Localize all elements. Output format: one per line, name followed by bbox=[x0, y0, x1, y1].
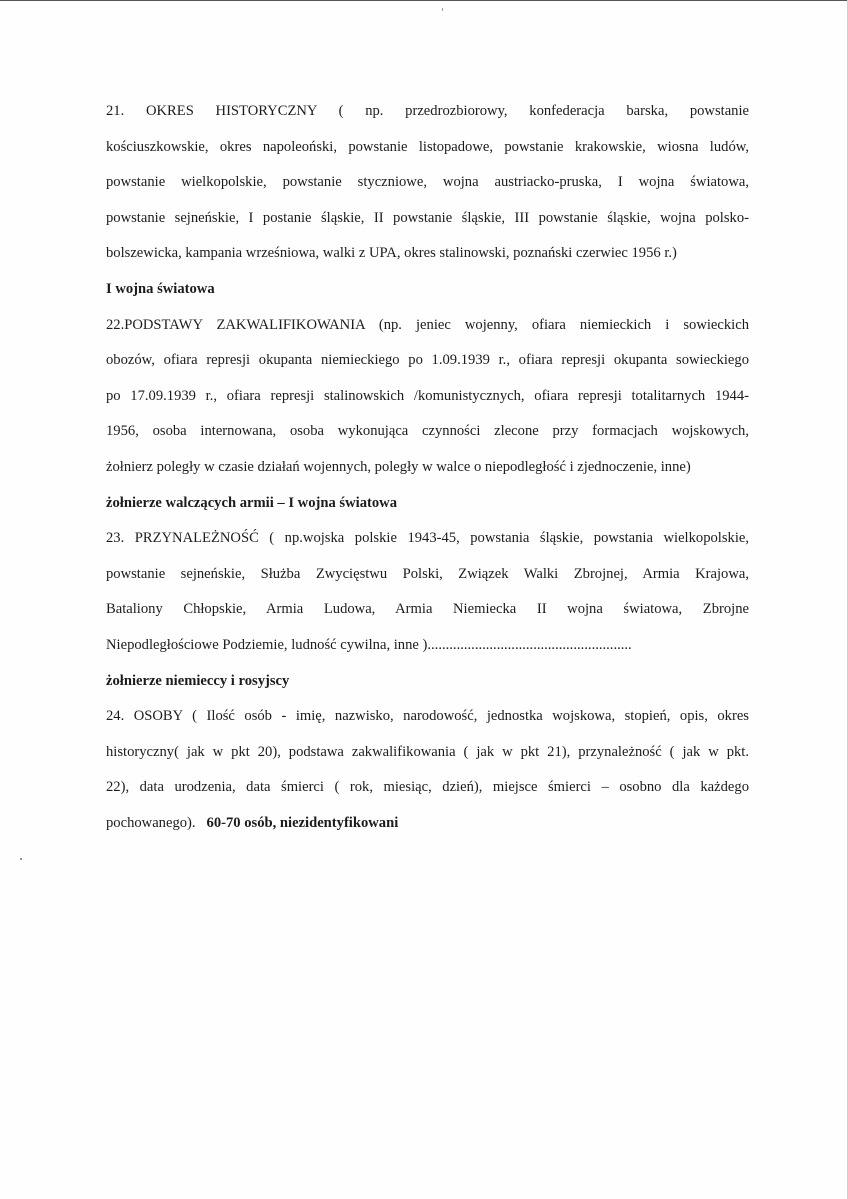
q22-line-1: 22.PODSTAWY ZAKWALIFIKOWANIA (np. jeniec wojenny, ofiara niemieckich i sowieckich bbox=[106, 316, 749, 333]
q23-line-3: Bataliony Chłopskie, Armia Ludowa, Armia Niemiecka II wojna światowa, Zbrojne bbox=[106, 601, 749, 618]
q22-line-2: obozów, ofiara represji okupanta niemieckiego po 1.09.1939 r., ofiara represji okupanta sowieckiego bbox=[106, 352, 749, 369]
q21-answer: I wojna światowa bbox=[106, 280, 215, 297]
q24-line-3: 22), data urodzenia, data śmierci ( rok, miesiąc, dzień), miejsce śmierci – osobno dla każdego bbox=[106, 779, 749, 796]
section-historical-period bbox=[106, 94, 749, 308]
q21-line-2: kościuszkowskie, okres napoleoński, powstanie listopadowe, powstanie krakowskie, wiosna ludów, bbox=[106, 138, 749, 155]
q23-line-2: powstanie sejneńskie, Służba Zwycięstwu Polski, Związek Walki Zbrojnej, Armia Krajowa, bbox=[106, 565, 749, 582]
q22-line-4: 1956, osoba internowana, osoba wykonująca czynności zlecone przy formacjach wojskowych, bbox=[106, 423, 749, 440]
q21-line-1: 21. OKRES HISTORYCZNY ( np. przedrozbiorowy, konfederacja barska, powstanie bbox=[106, 103, 749, 119]
q21-line-3: powstanie wielkopolskie, powstanie styczniowe, wojna austriacko-pruska, I wojna światowa, bbox=[106, 174, 749, 191]
section-affiliation bbox=[106, 521, 749, 699]
scan-speck bbox=[442, 8, 443, 11]
q24-answer: 60-70 osób, niezidentyfikowani bbox=[206, 814, 399, 831]
q22-line-5: żołnierz poległy w czasie działań wojennych, poległy w walce o niepodległość i zjednoczenie, inne) bbox=[106, 458, 691, 475]
q24-line-4 bbox=[106, 806, 749, 842]
q24-line-4-prefix: pochowanego). bbox=[106, 814, 196, 831]
section-persons bbox=[106, 699, 749, 841]
section-qualification-basis bbox=[106, 308, 749, 522]
q22-answer: żołnierze walczących armii – I wojna światowa bbox=[106, 494, 397, 511]
q23-answer: żołnierze niemieccy i rosyjscy bbox=[106, 672, 290, 689]
q22-line-3: po 17.09.1939 r., ofiara represji stalinowskich /komunistycznych, ofiara represji totalitarnych 1944- bbox=[106, 387, 749, 404]
q21-line-4: powstanie sejneńskie, I postanie śląskie, II powstanie śląskie, III powstanie śląskie, wojna polsko- bbox=[106, 209, 749, 226]
q21-line-5: bolszewicka, kampania wrześniowa, walki z UPA, okres stalinowski, poznański czerwiec 1956 r.) bbox=[106, 245, 677, 262]
scan-edge-top bbox=[0, 0, 848, 1]
q24-line-2: historyczny( jak w pkt 20), podstawa zakwalifikowania ( jak w pkt 21), przynależność ( jak w pkt. bbox=[106, 743, 749, 760]
scan-speck bbox=[20, 858, 22, 860]
q23-line-4: Niepodległościowe Podziemie, ludność cywilna, inne )........................................................ bbox=[106, 636, 632, 653]
document-body bbox=[106, 94, 749, 841]
q23-line-1: 23. PRZYNALEŻNOŚĆ ( np.wojska polskie 1943-45, powstania śląskie, powstania wielkopolskie, bbox=[106, 530, 749, 547]
q24-line-1: 24. OSOBY ( Ilość osób - imię, nazwisko, narodowość, jednostka wojskowa, stopień, opis, okres bbox=[106, 708, 749, 725]
